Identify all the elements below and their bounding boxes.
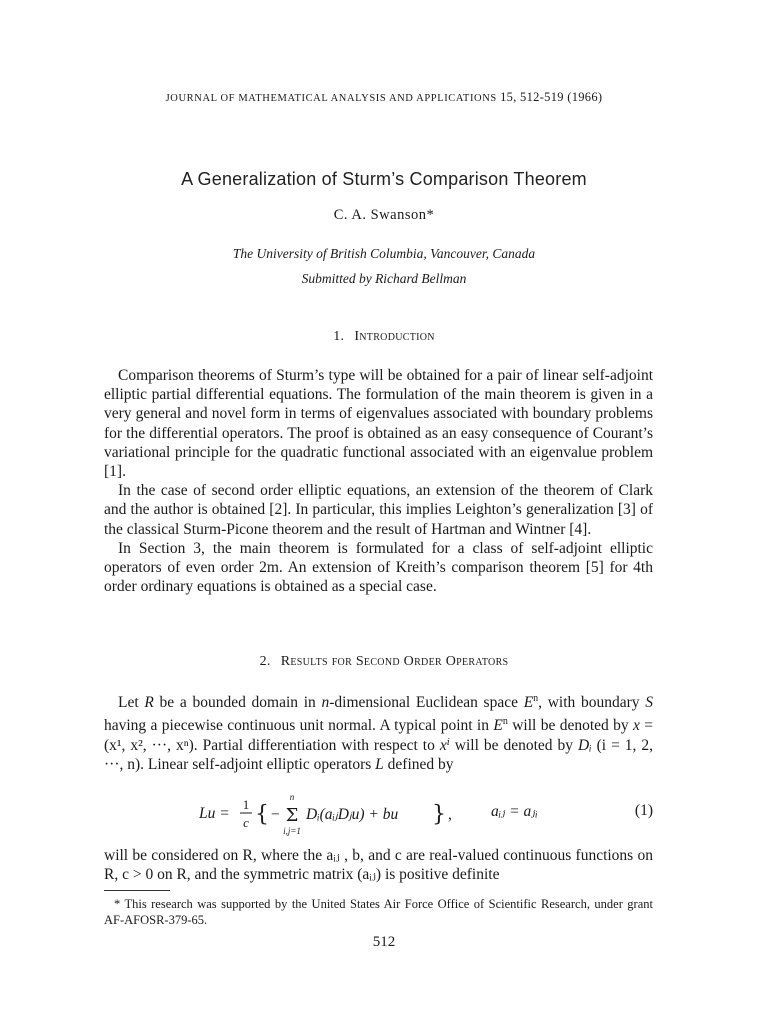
sum-symbol: Σ (285, 805, 299, 826)
sum-lower-limit: i,j=1 (283, 826, 301, 836)
fraction-denominator: c (243, 815, 249, 830)
section-title: Introduction (354, 329, 435, 344)
author-name: C. A. Swanson* (333, 207, 435, 223)
right-brace: } (432, 802, 446, 827)
paragraph: In Section 3, the main theorem is formulated for a class of self-adjoint elliptic operators of even order 2m. An extension of Kreith’s comparison theorem [5] for 4th order ordinary equations is obtained as a special case. (104, 539, 653, 596)
footnote-rule (104, 890, 170, 891)
footnote-text: * This research was supported by the United States Air Force Office of Scientific Research, under grant AF-AFOSR-379-65. (104, 897, 653, 927)
fraction-numerator: 1 (242, 797, 250, 812)
section-heading-introduction (0, 329, 768, 345)
section-number: 2. (259, 654, 271, 669)
introduction-body (104, 366, 653, 596)
author-affiliation: The University of British Columbia, Vancouver, Canada (232, 246, 536, 261)
comma: , (448, 806, 452, 823)
section2-paragraph: Let R be a bounded domain in n-dimensional Euclidean space $E^n$, with boundary S having a piecewise continuous unit normal. A typical point in $E^n$ will be denoted by x = (x¹, x², ···, xⁿ). Partial differentiation with respect to xⁱ will be denoted by Dᵢ (i = 1, 2, ···, n). Linear self-adjoint elliptic operators L defined by (104, 693, 654, 773)
equation-lhs: Lu = (199, 805, 230, 822)
sum-upper-limit: n (289, 792, 295, 802)
section-title: Results for Second Order Operators (280, 654, 509, 669)
journal-citation: 15, 512-519 (1966) (500, 90, 603, 104)
paragraph: Comparison theorems of Sturm’s type will be obtained for a pair of linear self-adjoint elliptic partial differential equations. The formulation of the main theorem is given in a very general and novel form in terms of eigenvalues associated with boundary problems for the differential operators. The proof is obtained as an easy consequence of Courant’s variational principle for the quadratic functional associated with an eigenvalue problem [1]. (104, 367, 653, 481)
section-heading-results (0, 654, 768, 670)
symmetry-condition: aᵢⱼ = aⱼᵢ (491, 803, 538, 820)
section-number: 1. (333, 329, 345, 344)
paragraph: will be considered on R, where the aᵢⱼ , b, and c are real-valued continuous functions on R, c > 0 on R, and the symmetric matrix (aᵢⱼ) is positive definite (104, 847, 653, 884)
submitted-by: Submitted by Richard Bellman (301, 271, 467, 286)
equation-summand: Dᵢ(aᵢⱼDⱼu) + bu (306, 806, 399, 823)
minus-sign: − (271, 806, 280, 823)
equation-body (199, 790, 499, 845)
paragraph: In the case of second order elliptic equations, an extension of the theorem of Clark and the author is obtained [2]. In particular, this implies Leighton’s generalization [3] of the classical Sturm-Picone theorem and the result of Hartman and Wintner [4]. (104, 482, 653, 538)
footnote (104, 896, 653, 928)
section2-continuation (104, 846, 653, 884)
journal-header (0, 90, 768, 105)
journal-name: JOURNAL OF MATHEMATICAL ANALYSIS AND APPLICATIONS (165, 93, 497, 104)
equation-svg (199, 790, 499, 840)
paper-title: A Generalization of Sturm’s Comparison Theorem (181, 169, 587, 189)
page-number: 512 (372, 934, 396, 950)
equation-1 (104, 790, 653, 840)
left-brace: { (255, 802, 269, 827)
equation-label: (1) (634, 802, 653, 819)
